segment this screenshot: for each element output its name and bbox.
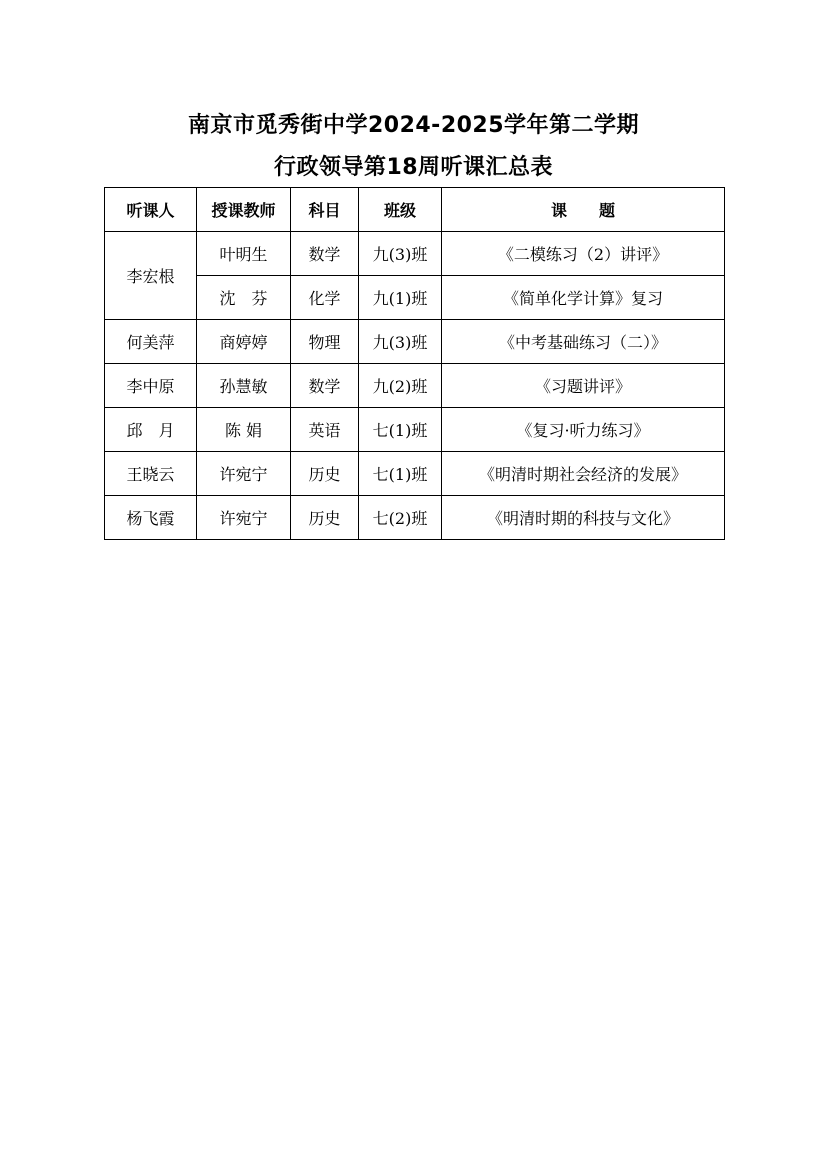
- cell-teacher: 孙慧敏: [197, 364, 291, 408]
- cell-observer: 李中原: [105, 364, 197, 408]
- cell-subject: 物理: [291, 320, 359, 364]
- table-row: [105, 408, 725, 452]
- cell-subject: 英语: [291, 408, 359, 452]
- cell-subject: 化学: [291, 276, 359, 320]
- cell-topic: 《二模练习（2）讲评》: [442, 232, 725, 276]
- table-row: [105, 452, 725, 496]
- cell-teacher: 许宛宁: [197, 452, 291, 496]
- cell-observer: 王晓云: [105, 452, 197, 496]
- header-class: 班级: [359, 188, 442, 232]
- table-row: [105, 320, 725, 364]
- table-header-row: [105, 188, 725, 232]
- cell-teacher: 叶明生: [197, 232, 291, 276]
- cell-subject: 历史: [291, 452, 359, 496]
- cell-class: 九(3)班: [359, 232, 442, 276]
- header-subject: 科目: [291, 188, 359, 232]
- cell-topic: 《明清时期社会经济的发展》: [442, 452, 725, 496]
- cell-class: 九(3)班: [359, 320, 442, 364]
- header-teacher: 授课教师: [197, 188, 291, 232]
- cell-class: 七(1)班: [359, 452, 442, 496]
- cell-observer: 何美萍: [105, 320, 197, 364]
- cell-observer: 杨飞霞: [105, 496, 197, 540]
- cell-topic: 《复习·听力练习》: [442, 408, 725, 452]
- cell-class: 七(1)班: [359, 408, 442, 452]
- cell-teacher: 陈 娟: [197, 408, 291, 452]
- cell-observer: 邱 月: [105, 408, 197, 452]
- cell-observer: 李宏根: [105, 232, 197, 320]
- cell-subject: 数学: [291, 364, 359, 408]
- document-subtitle: 行政领导第18周听课汇总表: [273, 155, 554, 180]
- lecture-summary-table: [104, 187, 725, 540]
- cell-topic: 《明清时期的科技与文化》: [442, 496, 725, 540]
- cell-topic: 《习题讲评》: [442, 364, 725, 408]
- table-row: [105, 364, 725, 408]
- cell-teacher: 商婷婷: [197, 320, 291, 364]
- cell-subject: 历史: [291, 496, 359, 540]
- cell-class: 七(2)班: [359, 496, 442, 540]
- cell-teacher: 沈 芬: [197, 276, 291, 320]
- table-row: [105, 496, 725, 540]
- cell-subject: 数学: [291, 232, 359, 276]
- cell-topic: 《中考基础练习（二）》: [442, 320, 725, 364]
- header-observer: 听课人: [105, 188, 197, 232]
- header-topic: 课 题: [442, 188, 725, 232]
- table-row: [105, 232, 725, 276]
- document-title: 南京市觅秀街中学2024-2025学年第二学期: [187, 113, 640, 138]
- cell-topic: 《简单化学计算》复习: [442, 276, 725, 320]
- cell-class: 九(2)班: [359, 364, 442, 408]
- cell-class: 九(1)班: [359, 276, 442, 320]
- cell-teacher: 许宛宁: [197, 496, 291, 540]
- table-row: [105, 276, 725, 320]
